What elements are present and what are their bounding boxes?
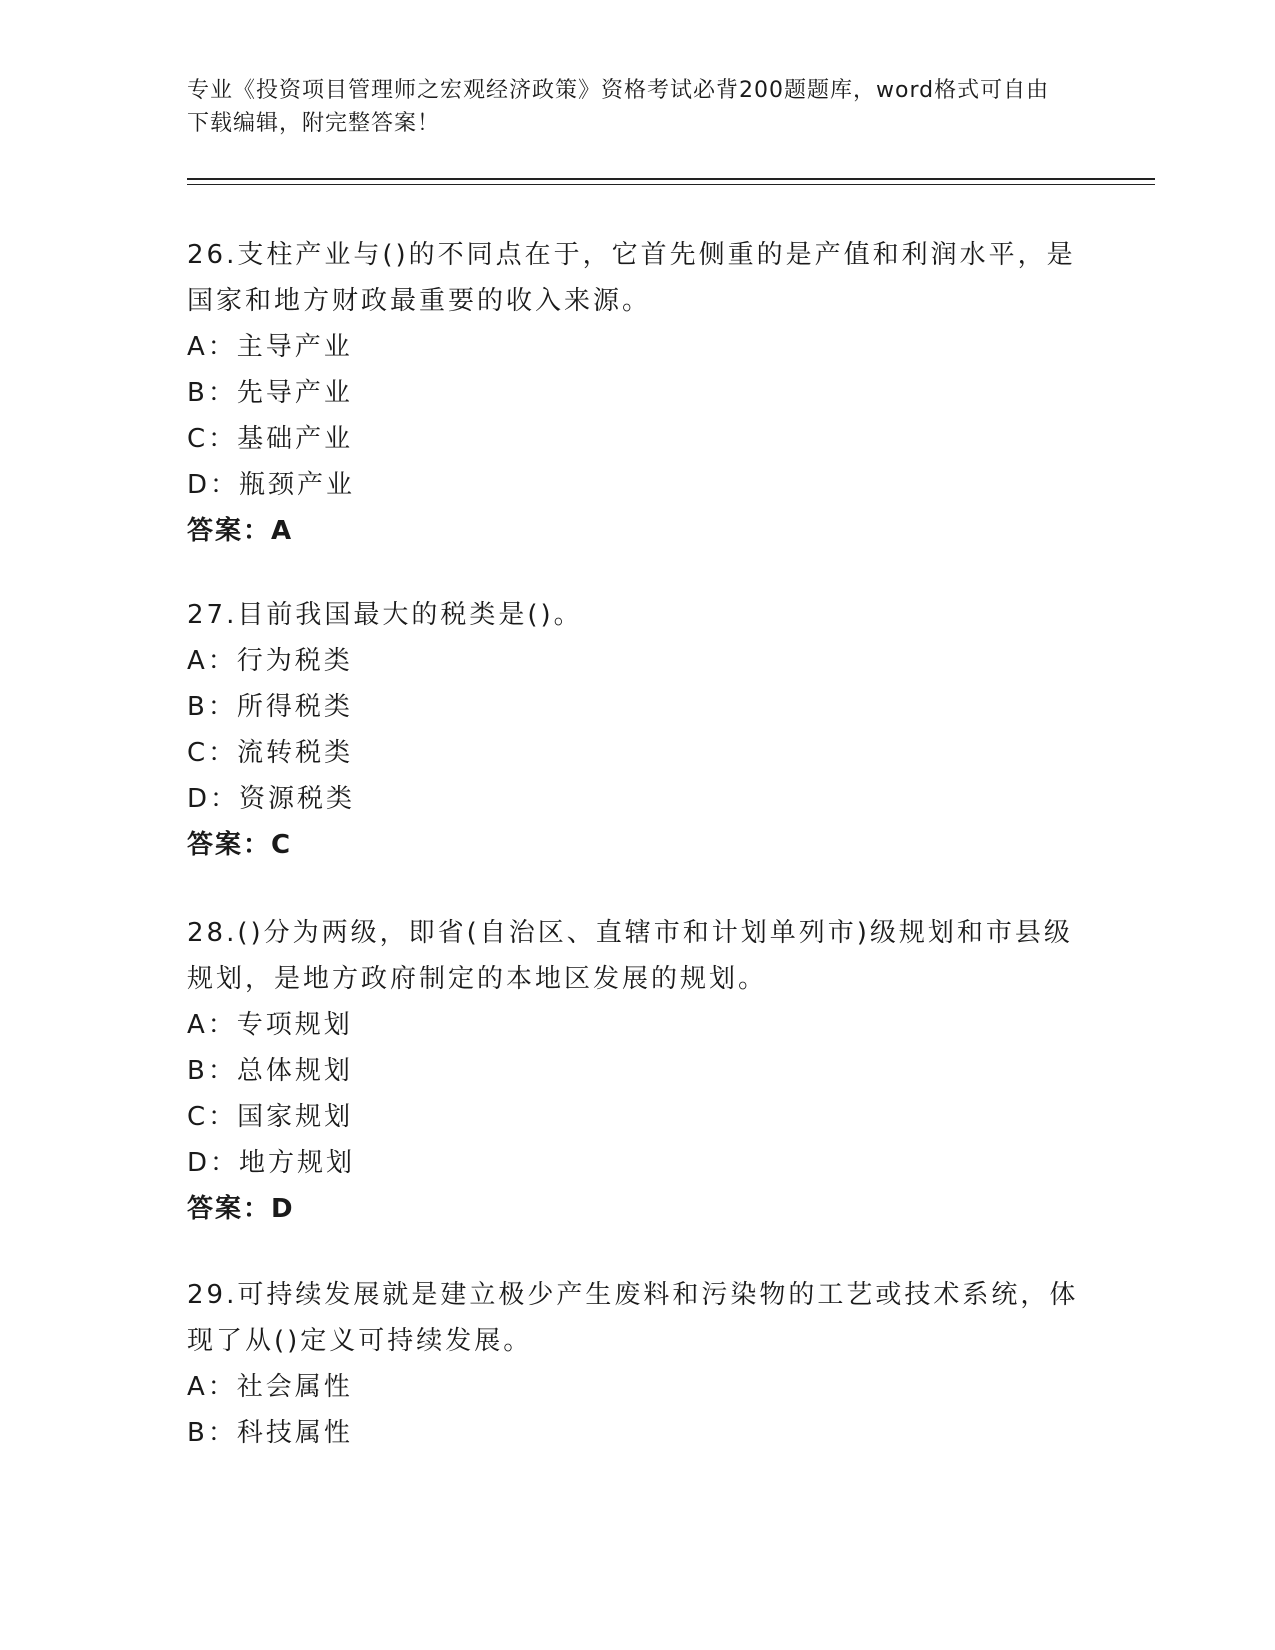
option-a: A：专项规划 bbox=[187, 1010, 353, 1040]
question-29 bbox=[187, 1272, 1087, 1456]
option-c: C：流转税类 bbox=[187, 738, 354, 768]
question-28 bbox=[187, 910, 1087, 1232]
question-stem: 28.()分为两级，即省(自治区、直辖市和计划单列市)级规划和市县级规划，是地方政府制定的本地区发展的规划。 bbox=[187, 918, 1073, 994]
option-a: A：行为税类 bbox=[187, 646, 353, 676]
option-d: D：资源税类 bbox=[187, 784, 356, 814]
option-a: A：主导产业 bbox=[187, 332, 353, 362]
question-stem: 26.支柱产业与()的不同点在于，它首先侧重的是产值和利润水平，是国家和地方财政最重要的收入来源。 bbox=[187, 240, 1076, 316]
question-27 bbox=[187, 592, 1087, 868]
option-d: D：瓶颈产业 bbox=[187, 470, 356, 500]
option-d: D：地方规划 bbox=[187, 1148, 356, 1178]
option-c: C：基础产业 bbox=[187, 424, 354, 454]
answer-label: 答案：C bbox=[187, 830, 293, 860]
question-26 bbox=[187, 232, 1087, 554]
answer-label: 答案：A bbox=[187, 516, 294, 546]
header-divider-thin bbox=[187, 184, 1155, 185]
option-c: C：国家规划 bbox=[187, 1102, 354, 1132]
option-a: A：社会属性 bbox=[187, 1372, 353, 1402]
header-divider-thick bbox=[187, 178, 1155, 180]
option-b: B：总体规划 bbox=[187, 1056, 353, 1086]
option-b: B：先导产业 bbox=[187, 378, 353, 408]
option-b: B：科技属性 bbox=[187, 1418, 353, 1448]
question-stem: 29.可持续发展就是建立极少产生废料和污染物的工艺或技术系统，体现了从()定义可持续发展。 bbox=[187, 1280, 1079, 1356]
answer-label: 答案：D bbox=[187, 1194, 295, 1224]
option-b: B：所得税类 bbox=[187, 692, 353, 722]
question-stem: 27.目前我国最大的税类是()。 bbox=[187, 600, 583, 630]
document-header: 专业《投资项目管理师之宏观经济政策》资格考试必背200题题库，word格式可自由下载编辑，附完整答案！ bbox=[187, 78, 1050, 136]
